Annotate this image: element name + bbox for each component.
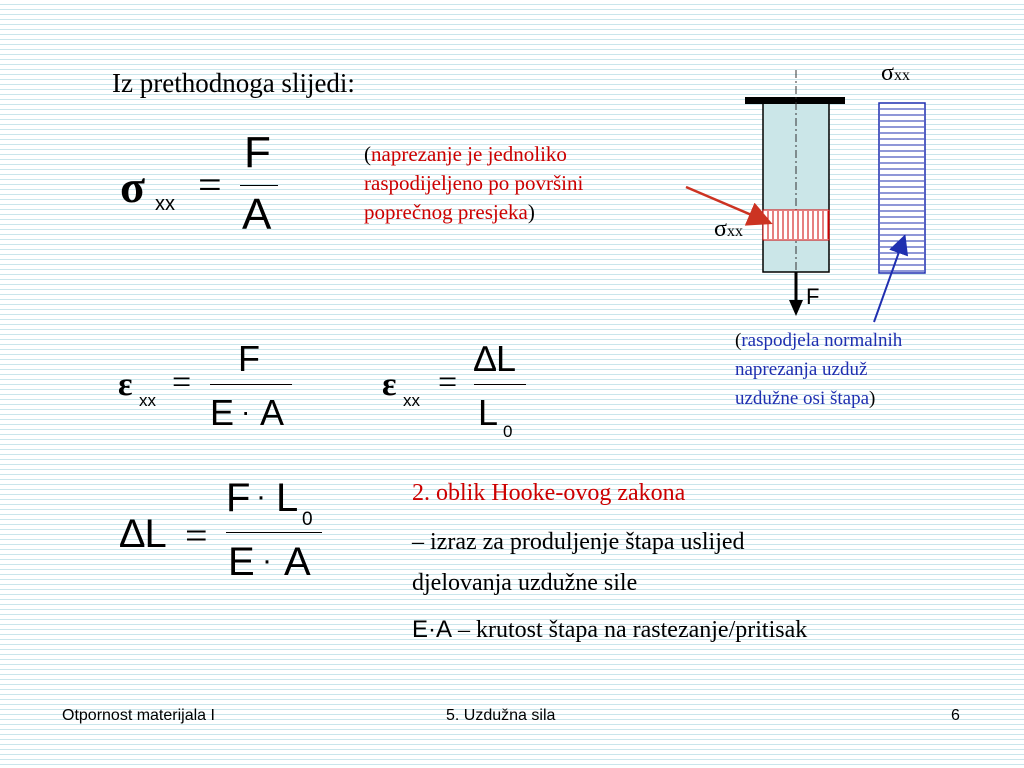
sigma-top-subscript: xx: [893, 67, 910, 84]
sigma-subscript: xx: [155, 193, 175, 215]
note-line-2: naprezanja uzduž: [735, 359, 868, 380]
multiply-dot: ·: [241, 396, 251, 427]
force-arrow-head: [789, 300, 803, 316]
equals-sign: =: [172, 364, 192, 401]
sigma-left-subscript: xx: [726, 223, 743, 240]
equals-sign: =: [198, 163, 222, 209]
numerator-f: F: [226, 476, 251, 520]
paren-open: (: [735, 330, 742, 351]
numerator: F: [244, 128, 271, 177]
note-line-2: raspodijeljeno po površini: [364, 171, 584, 195]
sigma-left-label: [714, 216, 743, 243]
hooke-line-2: djelovanja uzdužne sile: [412, 570, 638, 596]
numerator-subscript: 0: [302, 509, 313, 530]
numerator: F: [238, 338, 260, 379]
denominator-a: A: [260, 392, 285, 433]
multiply-dot: ·: [256, 480, 266, 513]
equals-sign: =: [438, 364, 458, 401]
intro-text: Iz prethodnoga slijedi:: [112, 68, 355, 98]
note-line-3: poprečnog presjeka: [364, 200, 528, 224]
sigma-left-symbol: σ: [714, 216, 727, 242]
numerator: ∆L: [474, 338, 517, 379]
note-stress-distribution: [735, 326, 902, 413]
denominator-subscript: 0: [503, 422, 513, 441]
force-label: F: [806, 284, 820, 309]
delta-l: ∆L: [120, 512, 167, 556]
stiffness-text: – krutost štapa na rastezanje/pritisak: [452, 617, 808, 643]
equals-sign: =: [185, 513, 208, 558]
sigma-top-symbol: σ: [881, 60, 894, 86]
denominator: A: [242, 190, 272, 239]
ea-symbol: E·A: [412, 616, 453, 643]
numerator-l: L: [276, 476, 299, 520]
footer-course: Otpornost materijala I: [62, 707, 215, 724]
sigma-top-label: [881, 60, 910, 87]
note-line-1: naprezanje je jednoliko: [371, 142, 567, 166]
hooke-line-1: – izraz za produljenje štapa uslijed: [412, 529, 745, 555]
note-line-3: uzdužne osi štapa: [735, 388, 870, 409]
paren-open: (: [364, 142, 371, 166]
epsilon-subscript: xx: [403, 391, 420, 410]
top-support: [745, 97, 845, 104]
epsilon-symbol: ε: [382, 366, 397, 403]
hooke-title: 2. oblik Hooke-ovog zakona: [412, 480, 686, 506]
paren-close: ): [869, 388, 876, 409]
denominator-e: E: [210, 392, 235, 433]
denominator-e: E: [228, 540, 255, 584]
footer-chapter: 5. Uzdužna sila: [446, 707, 556, 724]
epsilon-symbol: ε: [118, 366, 133, 403]
sigma-symbol: σ: [120, 161, 146, 212]
paren-close: ): [527, 200, 535, 224]
footer-page-number: 6: [951, 707, 960, 724]
denominator: L: [478, 392, 499, 433]
epsilon-subscript: xx: [139, 391, 156, 410]
multiply-dot: ·: [262, 544, 272, 577]
note-line-1: raspodjela normalnih: [741, 330, 903, 351]
denominator-a: A: [284, 540, 311, 584]
